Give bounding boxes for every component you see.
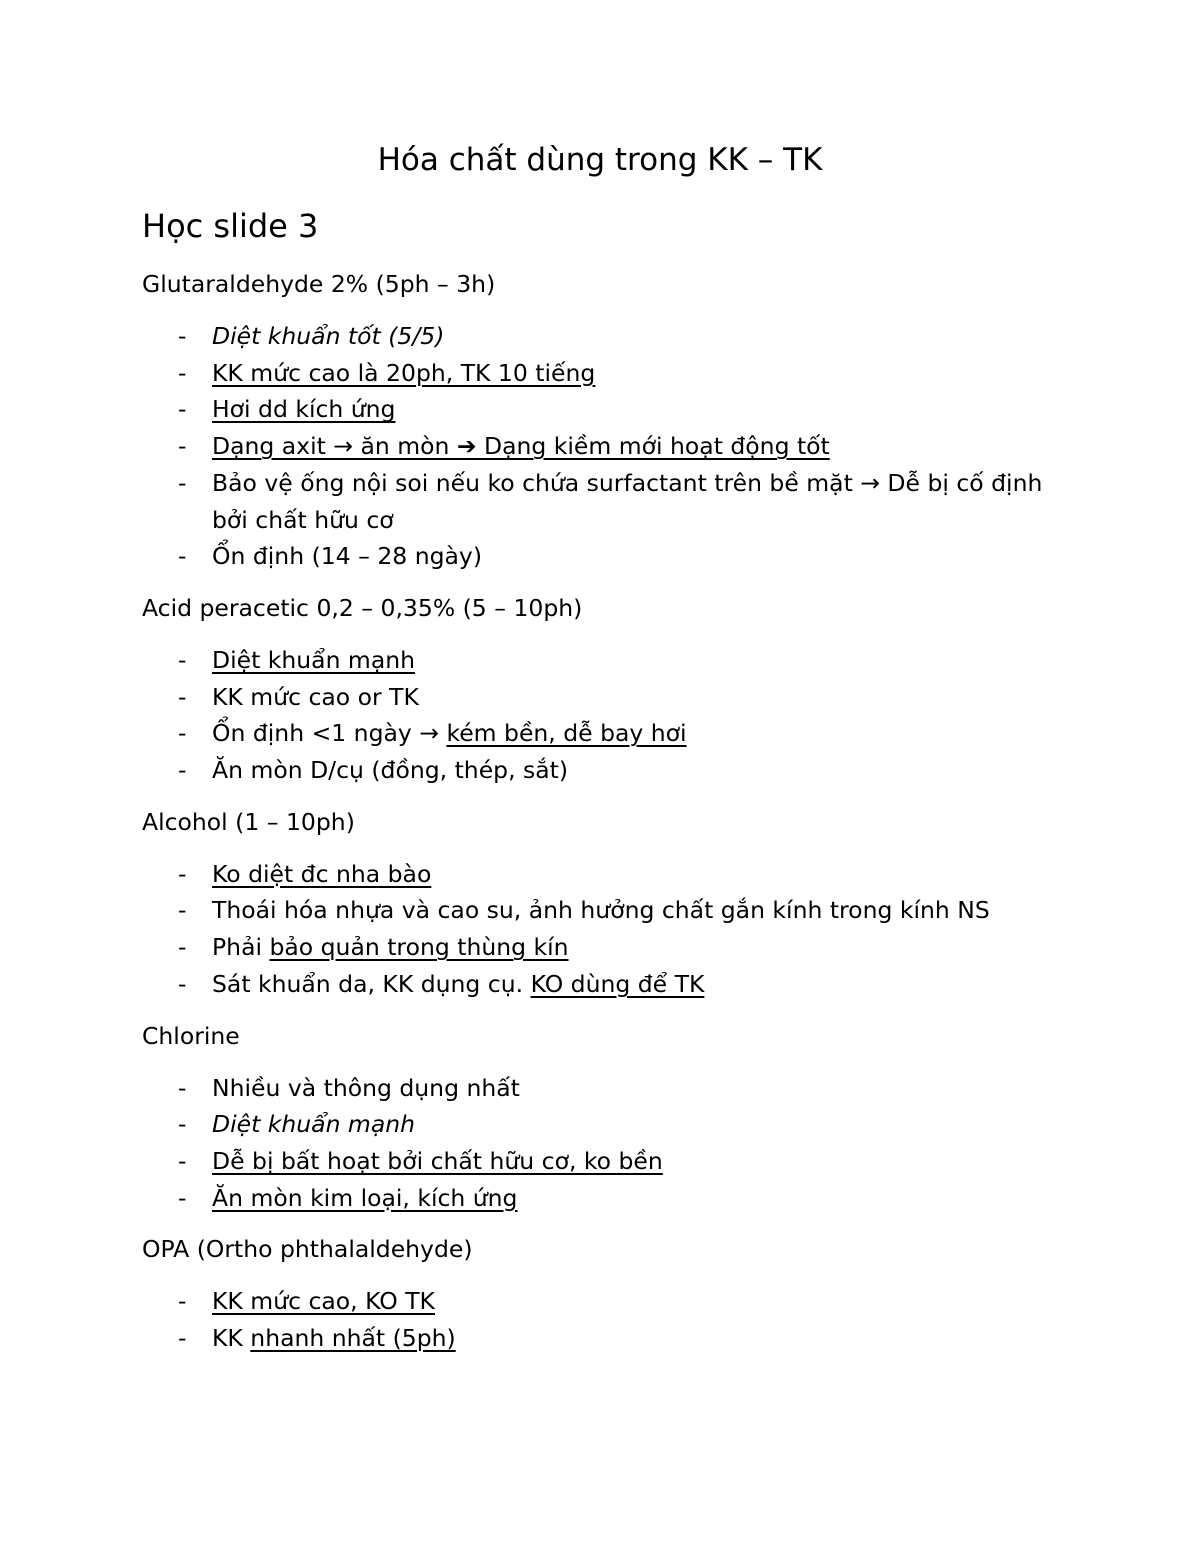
list-item <box>142 1283 1062 1320</box>
list-item <box>142 642 1062 679</box>
document-subtitle: Học slide 3 <box>142 207 319 245</box>
underlined-text: Ăn mòn kim loại, kích ứng <box>212 1183 518 1212</box>
bullet-list <box>142 856 1062 1003</box>
list-item <box>142 1320 1062 1357</box>
list-item <box>142 318 1062 355</box>
list-item <box>142 856 1062 893</box>
bullet-dash-icon: - <box>178 682 187 711</box>
bullet-list <box>142 318 1062 575</box>
italic-text: Diệt khuẩn mạnh <box>212 1110 416 1139</box>
item-text: KK mức cao or TK <box>212 682 419 711</box>
section-heading: Alcohol (1 – 10ph) <box>142 807 355 836</box>
underlined-text: Diệt khuẩn mạnh <box>212 645 416 674</box>
bullet-dash-icon: - <box>178 933 187 962</box>
item-text: Ổn định (14 – 28 ngày) <box>212 542 482 571</box>
list-item <box>142 966 1062 1003</box>
section-heading: Chlorine <box>142 1021 240 1050</box>
list-item <box>142 1180 1062 1217</box>
section <box>142 1018 1062 1217</box>
bullet-dash-icon: - <box>178 1110 187 1139</box>
bullet-dash-icon: - <box>178 542 187 571</box>
bullet-dash-icon: - <box>178 896 187 925</box>
underlined-text: Dạng axit → ăn mòn ➔ Dạng kiềm mới hoạt động tốt <box>212 432 830 461</box>
list-item <box>142 715 1062 752</box>
item-text: Ăn mòn D/cụ (đồng, thép, sắt) <box>212 756 569 785</box>
document-title: Hóa chất dùng trong KK – TK <box>377 142 823 178</box>
bullet-list <box>142 642 1062 789</box>
section-heading: Acid peracetic 0,2 – 0,35% (5 – 10ph) <box>142 593 583 622</box>
item-text: KK <box>212 1324 251 1353</box>
section-heading: OPA (Ortho phthalaldehyde) <box>142 1235 473 1264</box>
underlined-text: Hơi dd kích ứng <box>212 395 396 424</box>
item-text: Sát khuẩn da, KK dụng cụ. <box>212 969 531 998</box>
list-item <box>142 465 1062 538</box>
bullet-dash-icon: - <box>178 322 187 350</box>
bullet-dash-icon: - <box>178 358 187 387</box>
bullet-dash-icon: - <box>178 1324 187 1353</box>
item-text: Thoái hóa nhựa và cao su, ảnh hưởng chất gắn kính trong kính NS <box>212 896 990 925</box>
bullet-dash-icon: - <box>178 1287 187 1316</box>
bullet-dash-icon: - <box>178 468 187 497</box>
list-item <box>142 1106 1062 1143</box>
underlined-text: KK mức cao là 20ph, TK 10 tiếng <box>212 358 596 387</box>
item-text: Ổn định <1 ngày → <box>212 719 447 748</box>
underlined-text: KK mức cao, KO TK <box>212 1287 435 1316</box>
section-heading: Glutaraldehyde 2% (5ph – 3h) <box>142 270 496 298</box>
bullet-dash-icon: - <box>178 1073 187 1102</box>
bullet-dash-icon: - <box>178 859 187 888</box>
underlined-text: KO dùng để TK <box>530 969 705 998</box>
section <box>142 804 1062 1003</box>
bullet-dash-icon: - <box>178 719 187 748</box>
item-text: Bảo vệ ống nội soi nếu ko chứa surfactant trên bề mặt → Dễ bị cố định bởi chất hữu cơ <box>212 468 1043 534</box>
bullet-list <box>142 1070 1062 1217</box>
list-item <box>142 1070 1062 1107</box>
sections-container <box>142 266 1062 1372</box>
list-item <box>142 679 1062 716</box>
list-item <box>142 752 1062 789</box>
bullet-list <box>142 1283 1062 1356</box>
bullet-dash-icon: - <box>178 395 187 424</box>
list-item <box>142 538 1062 575</box>
underlined-text: Ko diệt đc nha bào <box>212 859 432 888</box>
item-text: Nhiều và thông dụng nhất <box>212 1073 520 1102</box>
section <box>142 266 1062 575</box>
section <box>142 1231 1062 1356</box>
bullet-dash-icon: - <box>178 645 187 674</box>
list-item <box>142 929 1062 966</box>
bullet-dash-icon: - <box>178 1146 187 1175</box>
bullet-dash-icon: - <box>178 1183 187 1212</box>
bullet-dash-icon: - <box>178 432 187 461</box>
list-item <box>142 391 1062 428</box>
underlined-text: nhanh nhất (5ph) <box>250 1324 456 1353</box>
underlined-text: Dễ bị bất hoạt bởi chất hữu cơ, ko bền <box>212 1146 663 1175</box>
section <box>142 590 1062 789</box>
italic-text: Diệt khuẩn tốt (5/5) <box>212 322 445 350</box>
bullet-dash-icon: - <box>178 756 187 785</box>
underlined-text: kém bền, dễ bay hơi <box>446 719 687 748</box>
list-item <box>142 428 1062 465</box>
list-item <box>142 1143 1062 1180</box>
bullet-dash-icon: - <box>178 969 187 998</box>
underlined-text: bảo quản trong thùng kín <box>269 933 569 962</box>
list-item <box>142 892 1062 929</box>
list-item <box>142 355 1062 392</box>
item-text: Phải <box>212 933 270 962</box>
